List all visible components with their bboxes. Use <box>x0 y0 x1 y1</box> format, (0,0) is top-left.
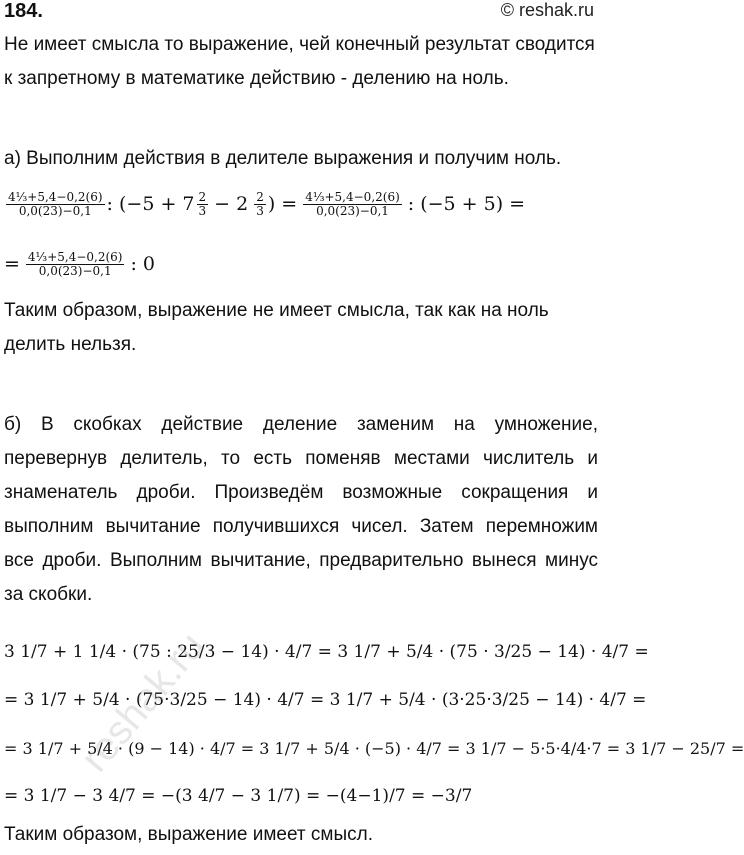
main-fraction <box>6 191 105 217</box>
equation-right: : (−5 + 5) = <box>407 193 526 215</box>
part-b-equation-1: 3 1/7 + 1 1/4 · (75 : 25/3 − 14) · 4/7 = 3 1/7 + 5/4 · (75 · 3/25 − 14) · 4/7 = <box>4 642 649 662</box>
part-b-conclusion: Таким образом, выражение имеет смысл. <box>4 824 373 845</box>
watermark: reshak.ru <box>72 624 214 781</box>
part-b-equation-3: = 3 1/7 + 5/4 · (9 − 14) · 4/7 = 3 1/7 + 5/4 · (−5) · 4/7 = 3 1/7 − 5·5·4/4·7 = 3 1/7 − 25/7 = <box>4 738 744 758</box>
fraction-numerator: 4⅓+5,4−0,2(6) <box>8 189 103 204</box>
part-a-text: а) Выполним действия в делителе выражения и получим ноль. <box>4 148 562 169</box>
equation-tail: − 2 <box>214 193 249 215</box>
part-a-conclusion: Таким образом, выражение не имеет смысла, так как на ноль делить нельзя. <box>4 300 549 355</box>
fraction-two-thirds: 2 3 <box>198 189 207 218</box>
problem-number: 184. <box>4 0 43 22</box>
intro-paragraph: Не имеет смысла то выражение, чей конечный результат сводится к запретному в математике действию - делению на ноль. <box>4 34 595 89</box>
part-b-equation-2: = 3 1/7 + 5/4 · (75·3/25 − 14) · 4/7 = 3 1/7 + 5/4 · (3·25·3/25 − 14) · 4/7 = <box>4 690 647 710</box>
fraction-two-thirds-b: 2 3 <box>256 189 264 218</box>
fraction-denominator: 0,0(23)−0,1 <box>18 203 92 218</box>
site-brand: © reshak.ru <box>500 0 594 20</box>
part-b-text: б) В скобках действие деление заменим на умножение, перевернув делитель, то есть поменяв местами числитель и знаменатель дроби. Произведём возможные сокращения и выполним вычитание получившихся чисел. Затем перемножим все дроби. Выполним вычитание, предварительно вынеся минус за скобки. <box>4 414 598 605</box>
main-fraction-final: $\frac{\text{4⅓+5,4−0,2(6)}}{0,0(23)-0,1}$ <box>27 249 123 278</box>
equation-middle: : (−5 + 7 <box>106 193 195 215</box>
divide-by-zero: : 0 <box>130 253 155 275</box>
main-fraction-copy: $\frac{\text{4⅓+5,4−0,2(6)}}{0,0(23)-0,1}$ <box>305 189 400 218</box>
part-a-equation-1: $\frac{\text{4⅓+5,4−0,2(6)}}{0,0(23)-0,1}$ : (−5 + 7 2 3 − 2 2 3 ) = $\frac{\text{4⅓+5,4−0,2(6)}}{0,0(23)-0,1}$ : (−5 + 5) = <box>8 189 526 218</box>
part-a-equation-2: = $\frac{\text{4⅓+5,4−0,2(6)}}{0,0(23)-0,1}$ : 0 <box>4 249 155 278</box>
part-b-equation-4: = 3 1/7 − 3 4/7 = −(3 4/7 − 3 1/7) = −(4−1)/7 = −3/7 <box>4 786 473 806</box>
